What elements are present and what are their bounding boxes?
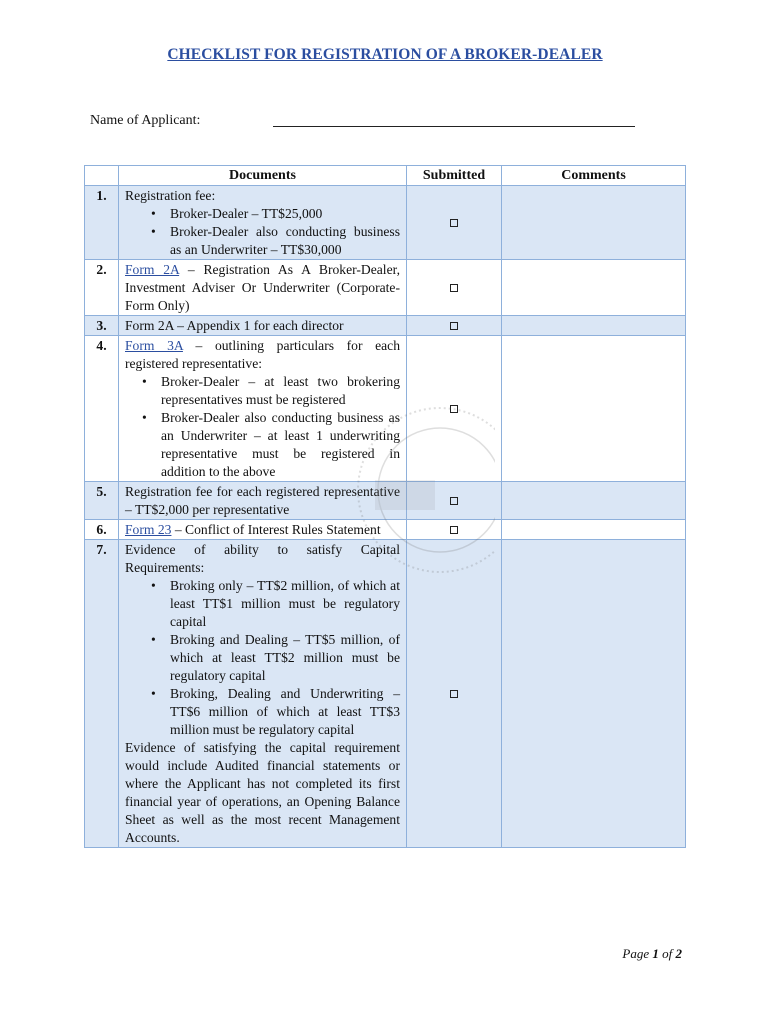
header-number [85,166,119,186]
checkbox-icon[interactable] [450,219,458,227]
comments-cell[interactable] [502,336,686,482]
checkbox-icon[interactable] [450,322,458,330]
form-3a-link[interactable]: Form 3A [125,338,183,353]
comments-cell[interactable] [502,482,686,520]
table-row [85,186,686,260]
row-number: 7. [85,540,119,848]
row-document [119,186,407,260]
footer-total-pages: 2 [675,946,682,961]
comments-cell[interactable] [502,540,686,848]
header-submitted: Submitted [407,166,502,186]
table-row [85,316,686,336]
checkbox-icon[interactable] [450,497,458,505]
comments-cell[interactable] [502,260,686,316]
list-item: • Broker-Dealer – TT$25,000 [125,205,400,223]
applicant-name-field[interactable] [273,126,635,127]
footer-prefix: Page [622,946,653,961]
row-intro: Registration fee: [125,188,216,203]
checklist-table [84,165,686,848]
header-documents: Documents [119,166,407,186]
row-number: 5. [85,482,119,520]
row-document [119,540,407,848]
row-document: Registration fee for each registered representative – TT$2,000 per representative [119,482,407,520]
row-number: 6. [85,520,119,540]
submitted-cell [407,316,502,336]
form-23-link[interactable]: Form 23 [125,522,172,537]
comments-cell[interactable] [502,520,686,540]
submitted-cell [407,540,502,848]
row-number: 4. [85,336,119,482]
comments-cell[interactable] [502,186,686,260]
table-row [85,520,686,540]
list-item: • Broker-Dealer also conducting business as an Underwriter – TT$30,000 [125,223,400,259]
checkbox-icon[interactable] [450,526,458,534]
submitted-cell [407,520,502,540]
submitted-cell [407,482,502,520]
list-item: • Broker-Dealer – at least two brokering representatives must be registered [125,373,400,409]
row-document: Form 2A – Appendix 1 for each director [119,316,407,336]
header-comments: Comments [502,166,686,186]
checkbox-icon[interactable] [450,405,458,413]
list-item: • Broker-Dealer also conducting business as an Underwriter – at least 1 underwriting representative must be registered in addition to the above [125,409,400,481]
row-document [119,336,407,482]
list-item: • Broking, Dealing and Underwriting – TT$6 million of which at least TT$3 million must be regulatory capital [125,685,400,739]
footer-mid: of [658,946,676,961]
row-number: 1. [85,186,119,260]
checkbox-icon[interactable] [450,284,458,292]
row-outro: Evidence of satisfying the capital requirement would include Audited financial statements or where the Applicant has not completed its first financial year of operations, an Opening Balance Sheet as well as the most recent Management Accounts. [125,740,400,845]
list-item: • Broking and Dealing – TT$5 million, of which at least TT$2 million must be regulatory capital [125,631,400,685]
row-document [119,520,407,540]
applicant-label: Name of Applicant: [90,113,201,128]
row-text: – outlining particulars for each registered representative: [125,338,400,371]
row-number: 2. [85,260,119,316]
row-number: 3. [85,316,119,336]
list-item: • Broking only – TT$2 million, of which at least TT$1 million must be regulatory capital [125,577,400,631]
row-text: – Conflict of Interest Rules Statement [171,522,381,537]
table-row [85,336,686,482]
submitted-cell [407,336,502,482]
row-text: – Registration As A Broker-Dealer, Investment Adviser Or Underwriter (Corporate-Form Only) [125,262,400,313]
table-header-row [85,166,686,186]
submitted-cell [407,186,502,260]
page-title: CHECKLIST FOR REGISTRATION OF A BROKER-DEALER [167,46,603,63]
table-row [85,260,686,316]
checkbox-icon[interactable] [450,690,458,698]
form-2a-link[interactable]: Form 2A [125,262,180,277]
submitted-cell [407,260,502,316]
footer-current-page: 1 [652,946,659,961]
row-intro: Evidence of ability to satisfy Capital Requirements: [125,542,400,575]
table-row [85,540,686,848]
page-footer [622,945,682,963]
row-document [119,260,407,316]
table-row [85,482,686,520]
comments-cell[interactable] [502,316,686,336]
